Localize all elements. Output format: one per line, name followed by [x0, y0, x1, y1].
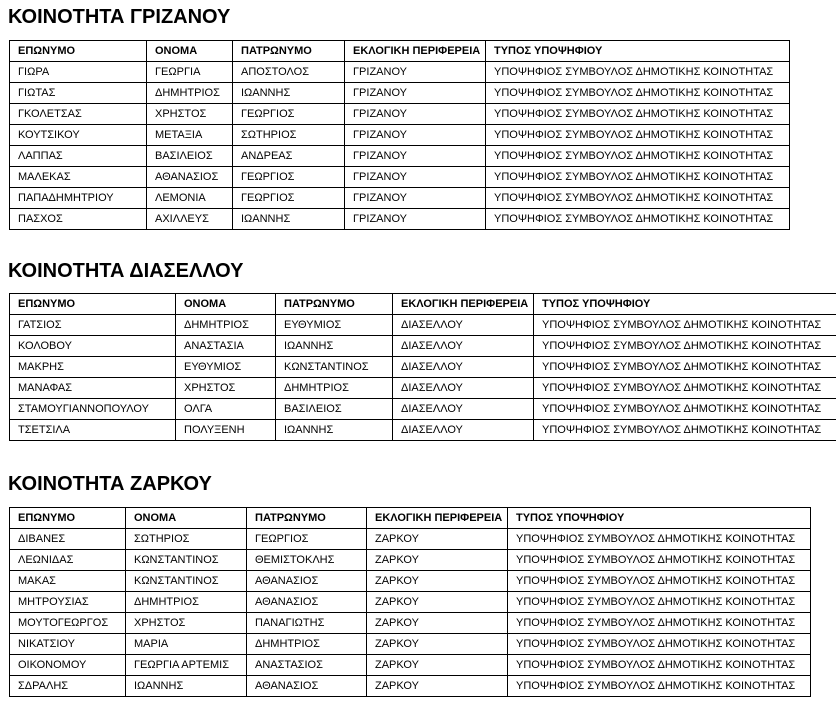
cell-first-name: ΜΕΤΑΞΙΑ: [147, 125, 233, 146]
cell-fathers-name: ΙΩΑΝΝΗΣ: [276, 336, 393, 357]
cell-fathers-name: ΓΕΩΡΓΙΟΣ: [233, 167, 345, 188]
cell-electoral-district: ΓΡΙΖΑΝΟΥ: [345, 209, 486, 230]
cell-surname: ΜΑΛΕΚΑΣ: [10, 167, 147, 188]
cell-surname: ΣΤΑΜΟΥΓΙΑΝΝΟΠΟΥΛΟΥ: [10, 399, 176, 420]
cell-surname: ΓΚΟΛΕΤΣΑΣ: [10, 104, 147, 125]
table-row: [10, 378, 836, 399]
cell-candidate-type: ΥΠΟΨΗΦΙΟΣ ΣΥΜΒΟΥΛΟΣ ΔΗΜΟΤΙΚΗΣ ΚΟΙΝΟΤΗΤΑΣ: [486, 104, 790, 125]
table-row: [10, 655, 811, 676]
cell-candidate-type: ΥΠΟΨΗΦΙΟΣ ΣΥΜΒΟΥΛΟΣ ΔΗΜΟΤΙΚΗΣ ΚΟΙΝΟΤΗΤΑΣ: [534, 336, 836, 357]
table-row: [10, 550, 811, 571]
cell-electoral-district: ΔΙΑΣΕΛΛΟΥ: [393, 420, 534, 441]
cell-electoral-district: ΓΡΙΖΑΝΟΥ: [345, 104, 486, 125]
cell-surname: ΜΑΚΑΣ: [10, 571, 126, 592]
cell-electoral-district: ΓΡΙΖΑΝΟΥ: [345, 62, 486, 83]
cell-surname: ΤΣΕΤΣΙΛΑ: [10, 420, 176, 441]
table-row: [10, 420, 836, 441]
cell-surname: ΓΑΤΣΙΟΣ: [10, 315, 176, 336]
cell-first-name: ΧΡΗΣΤΟΣ: [126, 613, 247, 634]
table-row: [10, 146, 790, 167]
cell-surname: ΣΔΡΑΛΗΣ: [10, 676, 126, 697]
cell-first-name: ΚΩΝΣΤΑΝΤΙΝΟΣ: [126, 571, 247, 592]
cell-first-name: ΓΕΩΡΓΙΑ ΑΡΤΕΜΙΣ: [126, 655, 247, 676]
cell-electoral-district: ΖΑΡΚΟΥ: [367, 634, 508, 655]
cell-electoral-district: ΔΙΑΣΕΛΛΟΥ: [393, 399, 534, 420]
cell-candidate-type: ΥΠΟΨΗΦΙΟΣ ΣΥΜΒΟΥΛΟΣ ΔΗΜΟΤΙΚΗΣ ΚΟΙΝΟΤΗΤΑΣ: [508, 592, 811, 613]
candidates-table: [9, 293, 836, 441]
cell-first-name: ΧΡΗΣΤΟΣ: [147, 104, 233, 125]
cell-surname: ΜΗΤΡΟΥΣΙΑΣ: [10, 592, 126, 613]
candidates-table: [9, 40, 790, 230]
cell-fathers-name: ΣΩΤΗΡΙΟΣ: [233, 125, 345, 146]
header-candidate-type: ΤΥΠΟΣ ΥΠΟΨΗΦΙΟΥ: [534, 294, 836, 315]
cell-first-name: ΜΑΡΙΑ: [126, 634, 247, 655]
table-row: [10, 62, 790, 83]
header-candidate-type: ΤΥΠΟΣ ΥΠΟΨΗΦΙΟΥ: [486, 41, 790, 62]
cell-electoral-district: ΓΡΙΖΑΝΟΥ: [345, 125, 486, 146]
table-row: [10, 571, 811, 592]
cell-fathers-name: ΓΕΩΡΓΙΟΣ: [233, 104, 345, 125]
cell-fathers-name: ΠΑΝΑΓΙΩΤΗΣ: [247, 613, 367, 634]
table-row: [10, 188, 790, 209]
cell-fathers-name: ΑΘΑΝΑΣΙΟΣ: [247, 571, 367, 592]
cell-first-name: ΙΩΑΝΝΗΣ: [126, 676, 247, 697]
cell-electoral-district: ΓΡΙΖΑΝΟΥ: [345, 188, 486, 209]
header-electoral-district: ΕΚΛΟΓΙΚΗ ΠΕΡΙΦΕΡΕΙΑ: [393, 294, 534, 315]
table-row: [10, 104, 790, 125]
cell-fathers-name: ΒΑΣΙΛΕΙΟΣ: [276, 399, 393, 420]
cell-fathers-name: ΓΕΩΡΓΙΟΣ: [233, 188, 345, 209]
cell-fathers-name: ΔΗΜΗΤΡΙΟΣ: [276, 378, 393, 399]
header-first-name: ΟΝΟΜΑ: [147, 41, 233, 62]
section-title: ΚΟΙΝΟΤΗΤΑ ΓΡΙΖΑΝΟΥ: [8, 6, 231, 28]
cell-surname: ΚΟΛΟΒΟΥ: [10, 336, 176, 357]
cell-fathers-name: ΔΗΜΗΤΡΙΟΣ: [247, 634, 367, 655]
table-row: [10, 613, 811, 634]
cell-first-name: ΑΘΑΝΑΣΙΟΣ: [147, 167, 233, 188]
cell-fathers-name: ΓΕΩΡΓΙΟΣ: [247, 529, 367, 550]
cell-first-name: ΣΩΤΗΡΙΟΣ: [126, 529, 247, 550]
cell-first-name: ΔΗΜΗΤΡΙΟΣ: [147, 83, 233, 104]
cell-surname: ΟΙΚΟΝΟΜΟΥ: [10, 655, 126, 676]
cell-fathers-name: ΑΠΟΣΤΟΛΟΣ: [233, 62, 345, 83]
cell-candidate-type: ΥΠΟΨΗΦΙΟΣ ΣΥΜΒΟΥΛΟΣ ΔΗΜΟΤΙΚΗΣ ΚΟΙΝΟΤΗΤΑΣ: [486, 188, 790, 209]
cell-surname: ΜΑΝΑΦΑΣ: [10, 378, 176, 399]
cell-candidate-type: ΥΠΟΨΗΦΙΟΣ ΣΥΜΒΟΥΛΟΣ ΔΗΜΟΤΙΚΗΣ ΚΟΙΝΟΤΗΤΑΣ: [508, 676, 811, 697]
cell-fathers-name: ΑΘΑΝΑΣΙΟΣ: [247, 592, 367, 613]
table-row: [10, 209, 790, 230]
cell-fathers-name: ΙΩΑΝΝΗΣ: [276, 420, 393, 441]
cell-electoral-district: ΖΑΡΚΟΥ: [367, 655, 508, 676]
table-row: [10, 336, 836, 357]
section-title: ΚΟΙΝΟΤΗΤΑ ΔΙΑΣΕΛΛΟΥ: [8, 260, 244, 282]
cell-first-name: ΓΕΩΡΓΙΑ: [147, 62, 233, 83]
table-row: [10, 167, 790, 188]
header-fathers-name: ΠΑΤΡΩΝΥΜΟ: [247, 508, 367, 529]
cell-electoral-district: ΔΙΑΣΕΛΛΟΥ: [393, 378, 534, 399]
cell-first-name: ΠΟΛΥΞΕΝΗ: [176, 420, 276, 441]
cell-candidate-type: ΥΠΟΨΗΦΙΟΣ ΣΥΜΒΟΥΛΟΣ ΔΗΜΟΤΙΚΗΣ ΚΟΙΝΟΤΗΤΑΣ: [534, 378, 836, 399]
cell-electoral-district: ΔΙΑΣΕΛΛΟΥ: [393, 357, 534, 378]
cell-fathers-name: ΑΘΑΝΑΣΙΟΣ: [247, 676, 367, 697]
section-title: ΚΟΙΝΟΤΗΤΑ ΖΑΡΚΟΥ: [8, 473, 212, 495]
cell-first-name: ΒΑΣΙΛΕΙΟΣ: [147, 146, 233, 167]
header-surname: ΕΠΩΝΥΜΟ: [10, 508, 126, 529]
table-row: [10, 357, 836, 378]
cell-candidate-type: ΥΠΟΨΗΦΙΟΣ ΣΥΜΒΟΥΛΟΣ ΔΗΜΟΤΙΚΗΣ ΚΟΙΝΟΤΗΤΑΣ: [486, 83, 790, 104]
header-first-name: ΟΝΟΜΑ: [126, 508, 247, 529]
cell-candidate-type: ΥΠΟΨΗΦΙΟΣ ΣΥΜΒΟΥΛΟΣ ΔΗΜΟΤΙΚΗΣ ΚΟΙΝΟΤΗΤΑΣ: [486, 62, 790, 83]
cell-surname: ΠΑΣΧΟΣ: [10, 209, 147, 230]
cell-candidate-type: ΥΠΟΨΗΦΙΟΣ ΣΥΜΒΟΥΛΟΣ ΔΗΜΟΤΙΚΗΣ ΚΟΙΝΟΤΗΤΑΣ: [486, 209, 790, 230]
cell-surname: ΚΟΥΤΣΙΚΟΥ: [10, 125, 147, 146]
cell-fathers-name: ΘΕΜΙΣΤΟΚΛΗΣ: [247, 550, 367, 571]
cell-first-name: ΔΗΜΗΤΡΙΟΣ: [176, 315, 276, 336]
cell-surname: ΜΑΚΡΗΣ: [10, 357, 176, 378]
cell-surname: ΝΙΚΑΤΣΙΟΥ: [10, 634, 126, 655]
table-row: [10, 634, 811, 655]
cell-first-name: ΛΕΜΟΝΙΑ: [147, 188, 233, 209]
cell-surname: ΓΙΩΤΑΣ: [10, 83, 147, 104]
cell-electoral-district: ΔΙΑΣΕΛΛΟΥ: [393, 336, 534, 357]
cell-surname: ΛΕΩΝΙΔΑΣ: [10, 550, 126, 571]
cell-first-name: ΕΥΘΥΜΙΟΣ: [176, 357, 276, 378]
header-fathers-name: ΠΑΤΡΩΝΥΜΟ: [233, 41, 345, 62]
header-fathers-name: ΠΑΤΡΩΝΥΜΟ: [276, 294, 393, 315]
cell-fathers-name: ΙΩΑΝΝΗΣ: [233, 83, 345, 104]
cell-candidate-type: ΥΠΟΨΗΦΙΟΣ ΣΥΜΒΟΥΛΟΣ ΔΗΜΟΤΙΚΗΣ ΚΟΙΝΟΤΗΤΑΣ: [486, 167, 790, 188]
cell-electoral-district: ΖΑΡΚΟΥ: [367, 592, 508, 613]
cell-candidate-type: ΥΠΟΨΗΦΙΟΣ ΣΥΜΒΟΥΛΟΣ ΔΗΜΟΤΙΚΗΣ ΚΟΙΝΟΤΗΤΑΣ: [508, 613, 811, 634]
cell-first-name: ΑΝΑΣΤΑΣΙΑ: [176, 336, 276, 357]
table-row: [10, 125, 790, 146]
header-surname: ΕΠΩΝΥΜΟ: [10, 294, 176, 315]
cell-electoral-district: ΓΡΙΖΑΝΟΥ: [345, 167, 486, 188]
cell-electoral-district: ΓΡΙΖΑΝΟΥ: [345, 146, 486, 167]
cell-candidate-type: ΥΠΟΨΗΦΙΟΣ ΣΥΜΒΟΥΛΟΣ ΔΗΜΟΤΙΚΗΣ ΚΟΙΝΟΤΗΤΑΣ: [508, 571, 811, 592]
table-header-row: [10, 508, 811, 529]
cell-first-name: ΚΩΝΣΤΑΝΤΙΝΟΣ: [126, 550, 247, 571]
table-row: [10, 315, 836, 336]
table-row: [10, 676, 811, 697]
header-candidate-type: ΤΥΠΟΣ ΥΠΟΨΗΦΙΟΥ: [508, 508, 811, 529]
cell-candidate-type: ΥΠΟΨΗΦΙΟΣ ΣΥΜΒΟΥΛΟΣ ΔΗΜΟΤΙΚΗΣ ΚΟΙΝΟΤΗΤΑΣ: [534, 315, 836, 336]
table-row: [10, 83, 790, 104]
cell-surname: ΠΑΠΑΔΗΜΗΤΡΙΟΥ: [10, 188, 147, 209]
table-header-row: [10, 41, 790, 62]
cell-candidate-type: ΥΠΟΨΗΦΙΟΣ ΣΥΜΒΟΥΛΟΣ ΔΗΜΟΤΙΚΗΣ ΚΟΙΝΟΤΗΤΑΣ: [486, 146, 790, 167]
cell-first-name: ΟΛΓΑ: [176, 399, 276, 420]
cell-electoral-district: ΖΑΡΚΟΥ: [367, 613, 508, 634]
table-row: [10, 592, 811, 613]
header-surname: ΕΠΩΝΥΜΟ: [10, 41, 147, 62]
cell-fathers-name: ΑΝΑΣΤΑΣΙΟΣ: [247, 655, 367, 676]
cell-electoral-district: ΔΙΑΣΕΛΛΟΥ: [393, 315, 534, 336]
cell-electoral-district: ΓΡΙΖΑΝΟΥ: [345, 83, 486, 104]
cell-candidate-type: ΥΠΟΨΗΦΙΟΣ ΣΥΜΒΟΥΛΟΣ ΔΗΜΟΤΙΚΗΣ ΚΟΙΝΟΤΗΤΑΣ: [508, 655, 811, 676]
cell-surname: ΓΙΩΡΑ: [10, 62, 147, 83]
table-row: [10, 399, 836, 420]
cell-first-name: ΑΧΙΛΛΕΥΣ: [147, 209, 233, 230]
cell-candidate-type: ΥΠΟΨΗΦΙΟΣ ΣΥΜΒΟΥΛΟΣ ΔΗΜΟΤΙΚΗΣ ΚΟΙΝΟΤΗΤΑΣ: [534, 357, 836, 378]
cell-first-name: ΧΡΗΣΤΟΣ: [176, 378, 276, 399]
header-electoral-district: ΕΚΛΟΓΙΚΗ ΠΕΡΙΦΕΡΕΙΑ: [345, 41, 486, 62]
cell-fathers-name: ΙΩΑΝΝΗΣ: [233, 209, 345, 230]
cell-candidate-type: ΥΠΟΨΗΦΙΟΣ ΣΥΜΒΟΥΛΟΣ ΔΗΜΟΤΙΚΗΣ ΚΟΙΝΟΤΗΤΑΣ: [534, 399, 836, 420]
cell-candidate-type: ΥΠΟΨΗΦΙΟΣ ΣΥΜΒΟΥΛΟΣ ΔΗΜΟΤΙΚΗΣ ΚΟΙΝΟΤΗΤΑΣ: [508, 634, 811, 655]
cell-fathers-name: ΚΩΝΣΤΑΝΤΙΝΟΣ: [276, 357, 393, 378]
cell-fathers-name: ΑΝΔΡΕΑΣ: [233, 146, 345, 167]
cell-fathers-name: ΕΥΘΥΜΙΟΣ: [276, 315, 393, 336]
cell-electoral-district: ΖΑΡΚΟΥ: [367, 529, 508, 550]
cell-candidate-type: ΥΠΟΨΗΦΙΟΣ ΣΥΜΒΟΥΛΟΣ ΔΗΜΟΤΙΚΗΣ ΚΟΙΝΟΤΗΤΑΣ: [534, 420, 836, 441]
table-header-row: [10, 294, 836, 315]
cell-electoral-district: ΖΑΡΚΟΥ: [367, 550, 508, 571]
header-first-name: ΟΝΟΜΑ: [176, 294, 276, 315]
cell-surname: ΜΟΥΤΟΓΕΩΡΓΟΣ: [10, 613, 126, 634]
cell-electoral-district: ΖΑΡΚΟΥ: [367, 571, 508, 592]
header-electoral-district: ΕΚΛΟΓΙΚΗ ΠΕΡΙΦΕΡΕΙΑ: [367, 508, 508, 529]
cell-candidate-type: ΥΠΟΨΗΦΙΟΣ ΣΥΜΒΟΥΛΟΣ ΔΗΜΟΤΙΚΗΣ ΚΟΙΝΟΤΗΤΑΣ: [508, 550, 811, 571]
cell-surname: ΛΑΠΠΑΣ: [10, 146, 147, 167]
cell-candidate-type: ΥΠΟΨΗΦΙΟΣ ΣΥΜΒΟΥΛΟΣ ΔΗΜΟΤΙΚΗΣ ΚΟΙΝΟΤΗΤΑΣ: [508, 529, 811, 550]
cell-first-name: ΔΗΜΗΤΡΙΟΣ: [126, 592, 247, 613]
cell-surname: ΔΙΒΑΝΕΣ: [10, 529, 126, 550]
cell-candidate-type: ΥΠΟΨΗΦΙΟΣ ΣΥΜΒΟΥΛΟΣ ΔΗΜΟΤΙΚΗΣ ΚΟΙΝΟΤΗΤΑΣ: [486, 125, 790, 146]
cell-electoral-district: ΖΑΡΚΟΥ: [367, 676, 508, 697]
table-row: [10, 529, 811, 550]
candidates-table: [9, 507, 811, 697]
